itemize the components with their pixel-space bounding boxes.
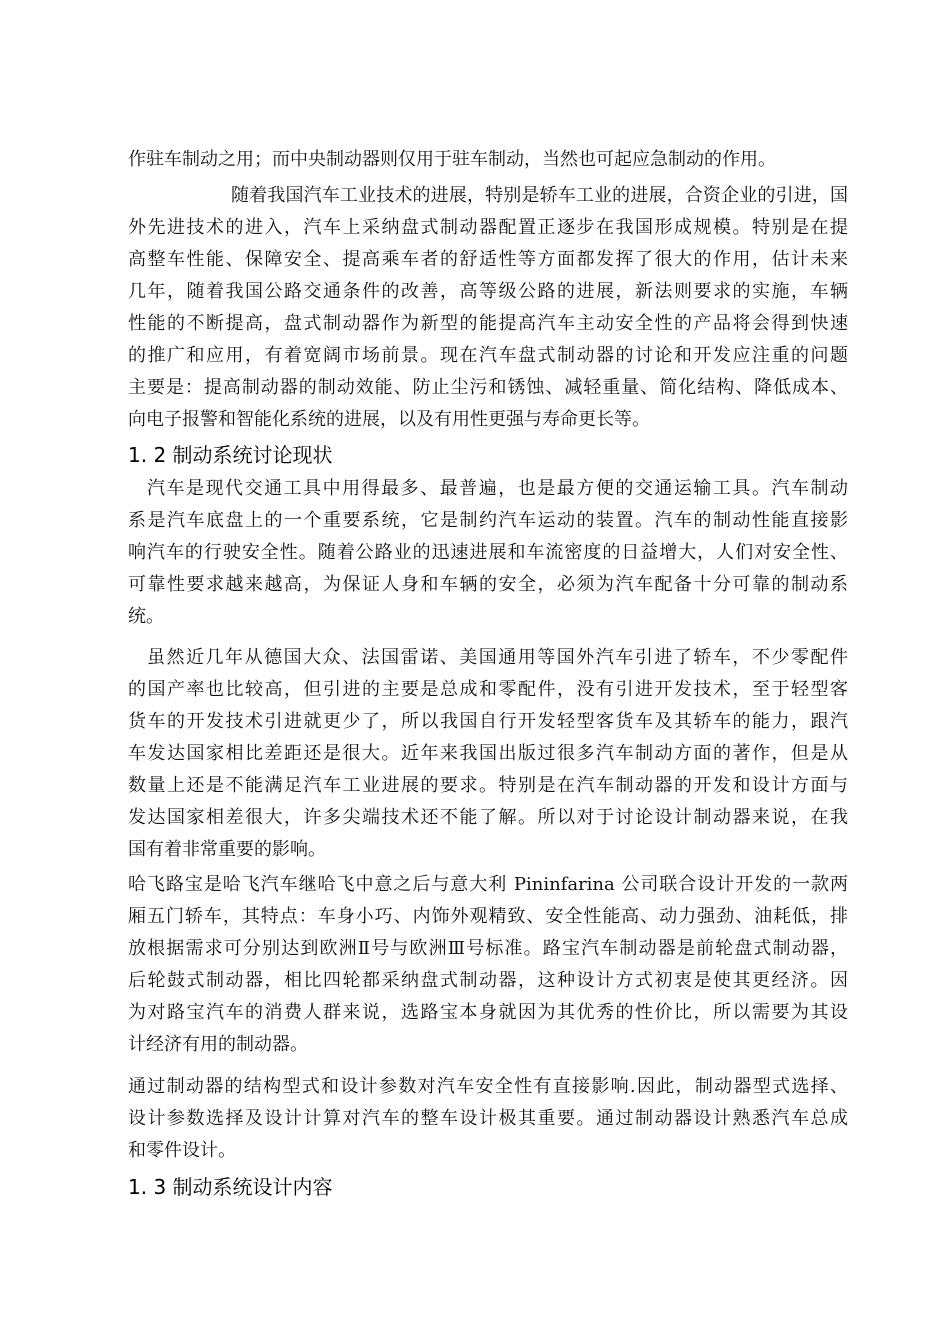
text-line: 后轮鼓式制动器，相比四轮都采纳盘式制动器，这种设计方式初衷是使其更经济。因 <box>128 970 848 991</box>
text-line: 可靠性要求越来越高，为保证人身和车辆的安全，必须为汽车配备十分可靠的制动系 <box>128 574 848 595</box>
text-line: 国有着非常重要的影响。 <box>128 839 326 860</box>
text-line: 放根据需求可分别达到欧洲Ⅱ号与欧洲Ⅲ号标准。路宝汽车制动器是前轮盘式制动器， <box>128 938 848 959</box>
section-heading-1-2: 1. 2 制动系统讨论现状 <box>128 443 333 467</box>
text-line: 哈飞路宝是哈飞汽车继哈飞中意之后与意大利 Pininfarina 公司联合设计开发的一款两 <box>128 874 848 895</box>
section-heading-1-3: 1. 3 制动系统设计内容 <box>128 1175 333 1199</box>
text-line: 汽车是现代交通工具中用得最多、最普遍，也是最方便的交通运输工具。汽车制动 <box>147 478 848 499</box>
text-line: 发达国家相差很大，许多尖端技术还不能了解。所以对于讨论设计制动器来说，在我 <box>128 807 848 828</box>
text-line: 货车的开发技术引进就更少了，所以我国自行开发轻型客货车及其轿车的能力，跟汽 <box>128 711 848 732</box>
text-line: 随着我国汽车工业技术的进展，特别是轿车工业的进展，合资企业的引进，国 <box>231 185 848 206</box>
text-line: 外先进技术的进入，汽车上采纳盘式制动器配置正逐步在我国形成规模。特别是在提 <box>128 217 848 238</box>
text-line: 几年，随着我国公路交通条件的改善，高等级公路的进展，新法则要求的实施，车辆 <box>128 281 848 302</box>
text-line: 虽然近几年从德国大众、法国雷诺、美国通用等国外汽车引进了轿车，不少零配件 <box>147 647 848 668</box>
text-line: 向电子报警和智能化系统的进展，以及有用性更强与寿命更长等。 <box>128 409 650 430</box>
text-line: 厢五门轿车，其特点：车身小巧、内饰外观精致、安全性能高、动力强劲、油耗低，排 <box>128 906 848 927</box>
text-line: 主要是：提高制动器的制动效能、防止尘污和锈蚀、减轻重量、简化结构、降低成本、 <box>128 377 848 398</box>
text-line: 高整车性能、保障安全、提高乘车者的舒适性等方面都发挥了很大的作用，估计未来 <box>128 249 848 270</box>
text-line: 性能的不断提高，盘式制动器作为新型的能提高汽车主动安全性的产品将会得到快速 <box>128 313 848 334</box>
text-line: 通过制动器的结构型式和设计参数对汽车安全性有直接影响.因此，制动器型式选择、 <box>128 1076 848 1097</box>
text-line: 的国产率也比较高，但引进的主要是总成和零配件，没有引进开发技术，至于轻型客 <box>128 679 848 700</box>
text-line: 计经济有用的制动器。 <box>128 1034 308 1055</box>
intro-tail-line: 作驻车制动之用；而中央制动器则仅用于驻车制动，当然也可起应急制动的作用。 <box>128 149 776 170</box>
text-line: 设计参数选择及设计计算对汽车的整车设计极其重要。通过制动器设计熟悉汽车总成 <box>128 1108 848 1129</box>
text-line: 为对路宝汽车的消费人群来说，选路宝本身就因为其优秀的性价比，所以需要为其设 <box>128 1002 848 1023</box>
text-line: 和零件设计。 <box>128 1140 236 1161</box>
text-line: 数量上还是不能满足汽车工业进展的要求。特别是在汽车制动器的开发和设计方面与 <box>128 775 848 796</box>
text-line: 车发达国家相比差距还是很大。近年来我国出版过很多汽车制动方面的著作，但是从 <box>128 743 848 764</box>
text-line: 的推广和应用，有着宽阔市场前景。现在汽车盘式制动器的讨论和开发应注重的问题 <box>128 345 848 366</box>
text-line: 响汽车的行驶安全性。随着公路业的迅速进展和车流密度的日益增大，人们对安全性、 <box>128 542 848 563</box>
text-line: 系是汽车底盘上的一个重要系统，它是制约汽车运动的装置。汽车的制动性能直接影 <box>128 510 848 531</box>
text-line: 统。 <box>128 606 164 627</box>
